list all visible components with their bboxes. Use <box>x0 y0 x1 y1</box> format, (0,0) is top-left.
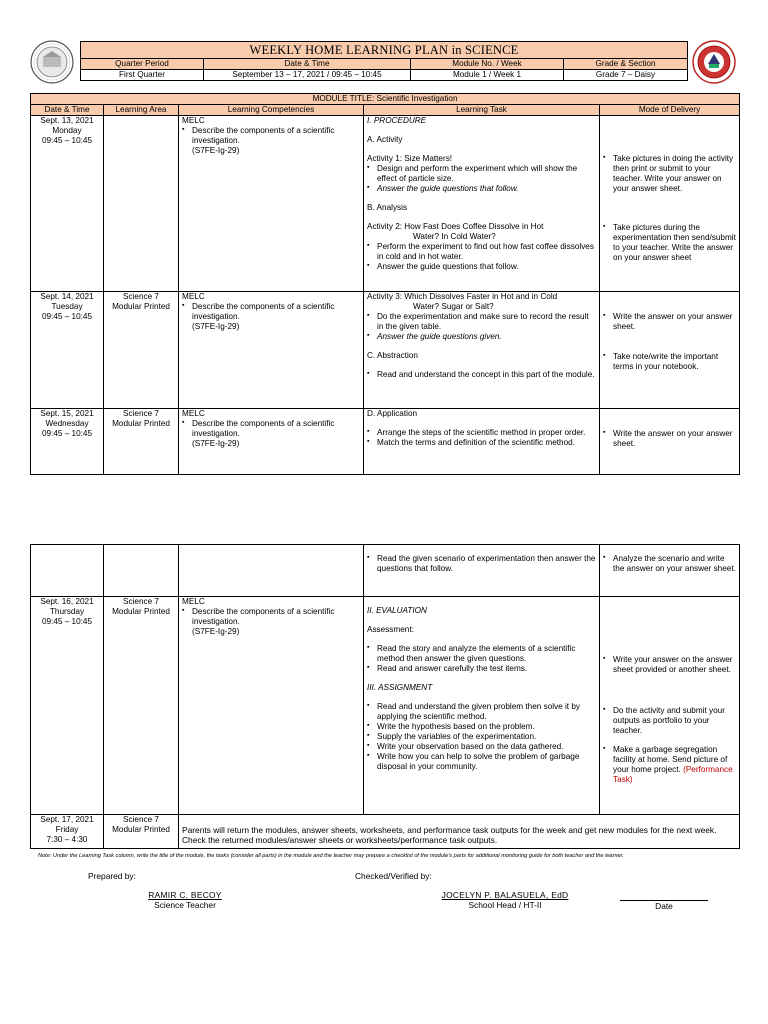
date-cell: Sept. 14, 2021 Tuesday 09:45 – 10:45 <box>31 292 104 409</box>
module-title: MODULE TITLE: Scientific Investigation <box>31 94 740 105</box>
module-week-value: Module 1 / Week 1 <box>411 70 564 81</box>
grade-section-label: Grade & Section <box>564 59 688 70</box>
date-time-value: September 13 – 17, 2021 / 09:45 – 10:45 <box>204 70 411 81</box>
competency-cell <box>179 545 364 597</box>
learning-plan-table <box>30 93 740 475</box>
learning-area-cell <box>104 116 179 292</box>
quarter-period-value: First Quarter <box>81 70 204 81</box>
table-row <box>31 545 740 597</box>
mode-of-delivery-cell: ▪ Analyze the scenario and write the answer on your answer sheet. <box>600 545 740 597</box>
mode-of-delivery-cell: ▪ Take pictures in doing the activity then print or submit to your teacher. Write your answer on your answer sheet. ▪ Take pictures during the experimentation then send/submit to your teacher. Write the answer on your answer sheet <box>600 116 740 292</box>
table-row <box>31 116 740 292</box>
col-date-time: Date & Time <box>31 105 104 116</box>
learning-task-cell: D. Application ▪ Arrange the steps of the scientific method in proper order. ▪ Match the terms and definition of the scientific method. <box>364 409 600 475</box>
learning-plan-table-continued <box>30 544 740 849</box>
plan-title: WEEKLY HOME LEARNING PLAN in SCIENCE <box>81 42 688 59</box>
table-row <box>31 409 740 475</box>
table-row <box>31 815 740 849</box>
prepared-by-label: Prepared by: <box>88 871 136 881</box>
competency-cell: MELC ▪ Describe the components of a scientific investigation. (S7FE-Ig-29) <box>179 409 364 475</box>
learning-task-cell: ▪ Read the given scenario of experimentation then answer the questions that follow. <box>364 545 600 597</box>
module-week-label: Module No. / Week <box>411 59 564 70</box>
learning-area-cell <box>104 545 179 597</box>
learning-task-cell: II. EVALUATION Assessment: ▪ Read the story and analyze the elements of a scientific method then answer the given questions. ▪ Read and answer carefully the test items. III. ASSIGNMENT ▪ Read and understand the given problem then solve it by applying the scientific method. ▪ Write the hypothesis based on the problem. ▪ Supply the variables of the experimentation. ▪ Write your observation based on the data gathered. ▪ Write how you can help to solve the problem of garbage disposal in your community. <box>364 597 600 815</box>
learning-area-cell: Science 7 Modular Printed <box>104 409 179 475</box>
quarter-period-label: Quarter Period <box>81 59 204 70</box>
deped-seal-logo <box>30 40 74 84</box>
mode-of-delivery-cell: ▪ Write the answer on your answer sheet. ▪ Take note/write the important terms in your notebook. <box>600 292 740 409</box>
school-head-name: JOCELYN P. BALASUELA, EdD <box>441 890 569 900</box>
checked-by-label: Checked/Verified by: <box>355 871 432 881</box>
performance-task-label: (Performance Task) <box>613 765 733 784</box>
mode-of-delivery-cell: ▪ Write the answer on your answer sheet. <box>600 409 740 475</box>
date-cell: Sept. 17, 2021 Friday 7:30 – 4:30 <box>31 815 104 849</box>
col-learning-area: Learning Area <box>104 105 179 116</box>
school-head-role: School Head / HT-II <box>468 900 542 911</box>
col-learning-task: Learning Task <box>364 105 600 116</box>
table-row <box>31 292 740 409</box>
learning-task-cell: I. PROCEDURE A. Activity Activity 1: Size Matters! ▪ Design and perform the experiment which will show the effect of particle size. ▪ Answer the guide questions that follow. B. Analysis Activity 2: How Fast Does Coffee Dissolve in Hot Water? In Cold Water? ▪ Perform the experiment to find out how fast coffee dissolves in cold and in hot water. ▪ Answer the guide questions that follow. <box>364 116 600 292</box>
header-table <box>80 41 688 81</box>
grade-section-value: Grade 7 – Daisy <box>564 70 688 81</box>
col-learning-competencies: Learning Competencies <box>179 105 364 116</box>
date-cell: Sept. 15, 2021 Wednesday 09:45 – 10:45 <box>31 409 104 475</box>
date-cell: Sept. 13, 2021 Monday 09:45 – 10:45 <box>31 116 104 292</box>
date-signature <box>620 890 708 911</box>
date-time-label: Date & Time <box>204 59 411 70</box>
preparer-signature <box>120 890 250 911</box>
competency-cell: MELC ▪ Describe the components of a scientific investigation. (S7FE-Ig-29) <box>179 116 364 292</box>
learning-area-cell: Science 7 Modular Printed <box>104 815 179 849</box>
table-row <box>31 597 740 815</box>
col-mode-of-delivery: Mode of Delivery <box>600 105 740 116</box>
preparer-name: RAMIR C. BECOY <box>148 890 222 900</box>
learning-area-cell: Science 7 Modular Printed <box>104 597 179 815</box>
competency-cell: MELC ▪ Describe the components of a scientific investigation. (S7FE-Ig-29) <box>179 597 364 815</box>
competency-cell: MELC ▪ Describe the components of a scientific investigation. (S7FE-Ig-29) <box>179 292 364 409</box>
school-head-signature <box>425 890 585 911</box>
friday-task-cell: Parents will return the modules, answer sheets, worksheets, and performance task outputs for the week and get new modules for the next week. Check the returned modules/answer sheets or worksheets/performance task outputs. <box>179 815 740 849</box>
learning-area-cell: Science 7 Modular Printed <box>104 292 179 409</box>
preparer-role: Science Teacher <box>154 900 216 911</box>
mode-of-delivery-cell: ▪ Write your answer on the answer sheet provided or another sheet. ▪ Do the activity and submit your outputs as portfolio to your teacher. ▪ Make a garbage segregation facility at home. Send picture of your home project. (Performance Task) <box>600 597 740 815</box>
date-label: Date <box>655 901 673 911</box>
date-cell: Sept. 16, 2021 Thursday 09:45 – 10:45 <box>31 597 104 815</box>
date-cell <box>31 545 104 597</box>
school-seal-logo <box>692 40 736 84</box>
learning-task-cell: Activity 3: Which Dissolves Faster in Hot and in Cold Water? Sugar or Salt? ▪ Do the experimentation and make sure to record the result in the given table. ▪ Answer the guide questions given. C. Abstraction ▪ Read and understand the concept in this part of the module. <box>364 292 600 409</box>
footnote: Note: Under the Learning Task column, write the title of the module, the tasks (consider all parts) in the module and the teacher may prepare a checklist of the module's parts for additional monitoring guide for both teacher and the learner. <box>38 853 624 859</box>
